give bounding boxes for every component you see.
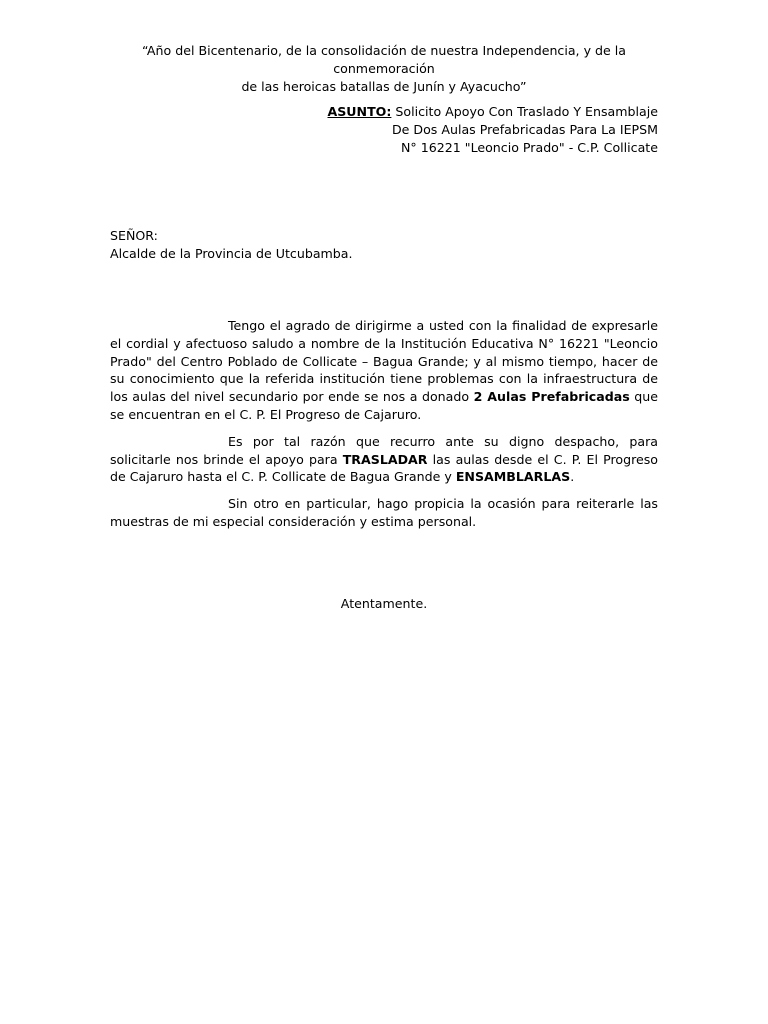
subject-label: ASUNTO:: [327, 104, 392, 119]
closing-text: Atentamente.: [340, 596, 428, 611]
p2-text-a: Es por tal razón que recurro ante su digno despacho, para solicitarle nos brinde el apoyo para: [110, 433, 658, 467]
subject-line-1: [238, 103, 658, 121]
subject-line-2: De Dos Aulas Prefabricadas Para La IEPSM: [391, 121, 658, 137]
letter-header-motto: [100, 42, 668, 95]
p2-text-b: las aulas desde el C. P. El Progreso de Cajaruro hasta el C. P. Collicate de Bagua Grande y: [110, 451, 658, 485]
p2-bold-2: ENSAMBLARLAS: [455, 469, 571, 485]
p1-bold: 2 Aulas Prefabricadas: [473, 389, 630, 405]
recipient-salutation: SEÑOR:: [110, 228, 158, 243]
body-paragraph-1: [110, 317, 658, 424]
subject-text-1: Solicito Apoyo Con Traslado Y Ensamblaje: [391, 104, 658, 119]
p1-text-b: que se encuentran en el C. P. El Progreso de Cajaruro.: [110, 389, 658, 422]
header-line-1: “Año del Bicentenario, de la consolidación de nuestra Independencia, y de la conmemoración: [142, 43, 626, 76]
p1-text-a: Tengo el agrado de dirigirme a usted con la finalidad de expresarle el cordial y afectuoso saludo a nombre de la Institución Educativa N° 16221 "Leoncio Prado" del Centro Poblado de Collicate – Bagua Grande; y al mismo tiempo, hacer de su conocimiento que la referida institución tiene problemas con la infraestructura de los aulas del nivel secundario por ende se nos a donado: [110, 318, 658, 405]
recipient-title: Alcalde de la Provincia de Utcubamba.: [110, 245, 353, 261]
body-paragraph-2: [110, 433, 658, 486]
p2-text-c: .: [570, 469, 575, 485]
body-paragraph-3: Sin otro en particular, hago propicia la ocasión para reiterarle las muestras de mi especial consideración y estima personal.: [110, 496, 658, 529]
p2-bold-1: TRASLADAR: [342, 451, 428, 467]
subject-line-3: N° 16221 "Leoncio Prado" - C.P. Collicate: [400, 139, 658, 155]
recipient-block: [110, 227, 353, 263]
subject-block: [238, 103, 658, 156]
header-line-2: de las heroicas batallas de Junín y Ayacucho”: [241, 78, 527, 94]
letter-body: [110, 317, 658, 531]
